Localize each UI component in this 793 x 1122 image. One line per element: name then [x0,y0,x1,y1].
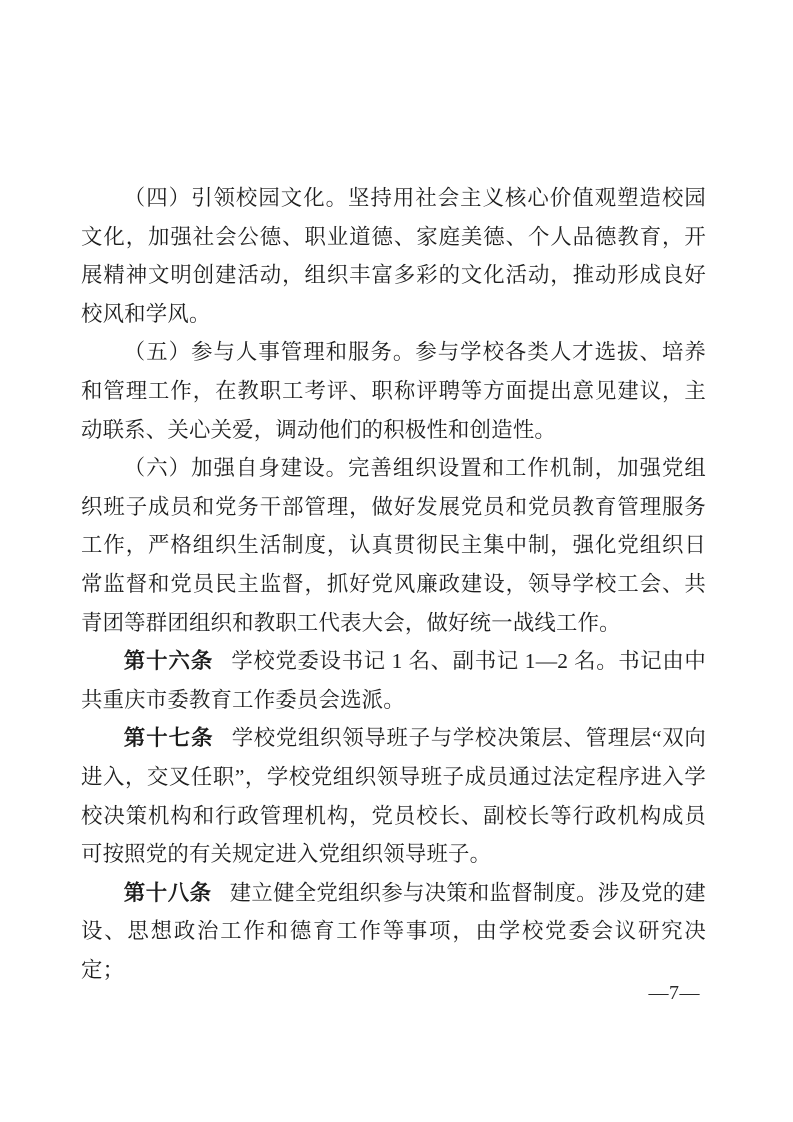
paragraph-text: （五）参与人事管理和服务。参与学校各类人才选拔、培养和管理工作，在教职工考评、职称评聘等方面提出意见建议，主动联系、关心关爱，调动他们的积极性和创造性。 [81,340,706,442]
paragraph-item-4 [81,179,706,333]
paragraph-text: 学校党委设书记 1 名、副书记 1—2 名。书记由中共重庆市委教育工作委员会选派。 [81,649,706,712]
paragraph-article-16 [81,642,706,719]
article-16-number: 第十六条 [123,649,214,674]
page-number: —7— [648,982,700,1004]
paragraph-text: （六）加强自身建设。完善组织设置和工作机制，加强党组织班子成员和党务干部管理，做好发展党员和党员教育管理服务工作，严格组织生活制度，认真贯彻民主集中制，强化党组织日常监督和党员民主监督，抓好党风廉政建设，领导学校工会、共青团等群团组织和教职工代表大会，做好统一战线工作。 [81,456,706,635]
article-18-number: 第十八条 [123,880,212,905]
paragraph-item-6 [81,449,706,642]
paragraph-article-18 [81,874,706,990]
article-17-number: 第十七条 [123,726,214,751]
paragraph-item-5 [81,333,706,449]
paragraph-text: 学校党组织领导班子与学校决策层、管理层“双向进入，交叉任职”，学校党组织领导班子成员通过法定程序进入学校决策机构和行政管理机构，党员校长、副校长等行政机构成员可按照党的有关规定进入党组织领导班子。 [81,726,706,867]
paragraph-text: （四）引领校园文化。坚持用社会主义核心价值观塑造校园文化，加强社会公德、职业道德、家庭美德、个人品德教育，开展精神文明创建活动，组织丰富多彩的文化活动，推动形成良好校风和学风。 [81,186,706,326]
paragraph-article-17 [81,719,706,873]
paragraph-text: 建立健全党组织参与决策和监督制度。涉及党的建设、思想政治工作和德育工作等事项，由学校党委会议研究决定； [81,880,706,982]
document-body [81,179,706,989]
